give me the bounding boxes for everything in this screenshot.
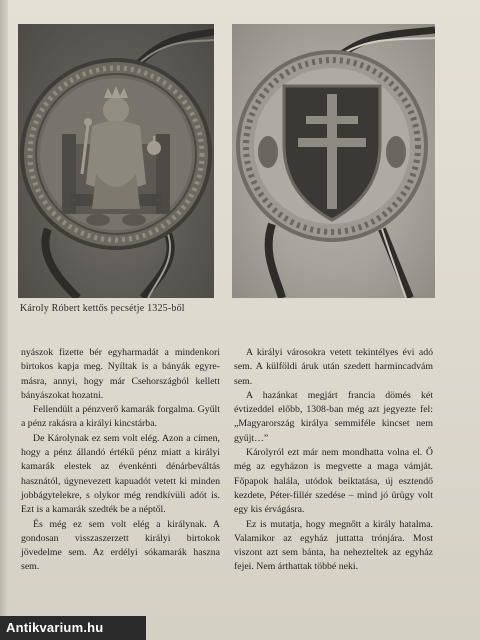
seal-obverse-illustration [18, 24, 214, 298]
seal-obverse-photo [18, 24, 214, 298]
text-column-right [234, 346, 433, 575]
seal-reverse-illustration [232, 24, 435, 298]
site-watermark: Antikvarium.hu [0, 616, 146, 640]
paragraph: A hazánkat megjárt francia dömés két évtizeddel előbb, 1308-ban még azt jegyezte fel: „Magyarország királya semmiféle kincset nem gyűjt…” [234, 389, 433, 444]
paragraph: A királyi városokra vetett tekintélyes évi adó sem. A külföldi áruk után szedett harmincadvám sem. [234, 347, 433, 387]
paragraph: Ez is mutatja, hogy megnőtt a király hatalma. Valamikor az egyház juttatta trónjára. Most viszont azt sem bánta, ha nehezteltek az egyház fejei. Nem árthattak többé neki. [234, 518, 433, 573]
paragraph: De Károlynak ez sem volt elég. Azon a címen, hogy a pénz állandó értékű pénz miatt a királyi kamarák elestek az évenkénti dénárbeváltás hasznától, úgynevezett kapuadót vetett ki minden jobbágytelekre, s olykor még rendkívüli adót is. Ezt is a kamarák szedték be a néptől. [21, 432, 220, 516]
paragraph: És még ez sem volt elég a királynak. A gondosan visszaszerzett királyi birtokok jövedelme sem. Az erdélyi sókamarák haszna sem. [21, 518, 220, 573]
paragraph: nyászok fizette bér egyharmadát a mindenkori birtokos kapja meg. Nyíltak is a bányák egyre-másra, annyi, hogy már Csehországból kellett bányászokat hozatni. [21, 347, 220, 401]
page-binding-edge [0, 0, 8, 640]
figure-caption: Károly Róbert kettős pecsétje 1325-ből [20, 303, 185, 314]
paragraph: Fellendült a pénzverő kamarák forgalma. Gyűlt a pénz rakásra a királyi kincstárba. [21, 404, 220, 430]
text-column-left [21, 346, 220, 575]
seal-reverse-photo [232, 24, 435, 298]
paragraph: Károlyról ezt már nem mondhatta volna el. Ő még az egyházon is megvette a maga vámját. Főpapok halála, utódok beiktatása, új esztendő kezdete, Péter-fillér szedése – mind jó ürügy volt egy kis érvágásra. [234, 447, 433, 516]
